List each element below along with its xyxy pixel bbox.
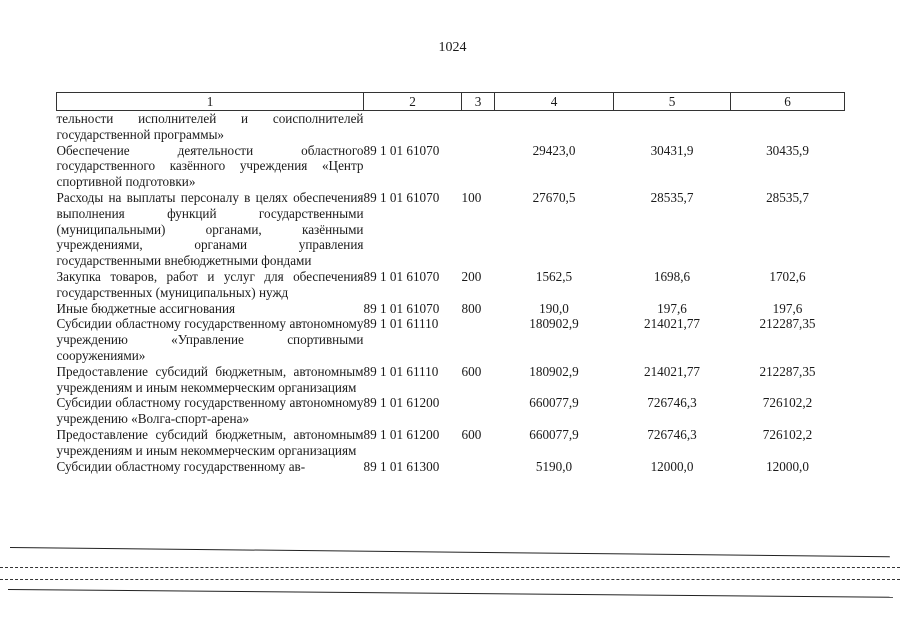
table-row xyxy=(57,316,845,363)
row-value-2022-cell: 660077,9 xyxy=(529,395,579,411)
row-value-2023-cell: 30431,9 xyxy=(650,142,694,158)
row-name-cell: Субсидии областному государственному автономному учреждению «Волга-спорт-арена» xyxy=(56,395,364,427)
budget-table xyxy=(56,92,845,474)
row-value-2023-cell: 214021,77 xyxy=(643,316,701,332)
row-expense-type-cell xyxy=(462,395,495,427)
row-name-cell: Иные бюджетные ассигнования xyxy=(56,300,236,316)
row-code-cell: 89 1 01 61200 xyxy=(363,426,440,442)
row-expense-type-cell: 100 xyxy=(461,189,482,205)
row-code-cell: 89 1 01 61070 xyxy=(363,189,440,205)
table-header-row xyxy=(57,93,845,111)
row-name-cell: Предоставление субсидий бюджетным, автономным учреждениям и иным некоммерческим организациям xyxy=(56,363,364,395)
table-row xyxy=(57,459,845,475)
row-code-cell: 89 1 01 61070 xyxy=(363,300,440,316)
strike-line xyxy=(10,547,890,557)
row-value-2024-cell: 30435,9 xyxy=(766,142,809,158)
table-row xyxy=(57,190,845,269)
row-value-2023-cell xyxy=(614,111,731,143)
table-row xyxy=(57,395,845,427)
row-expense-type-cell xyxy=(462,316,495,363)
row-value-2022-cell: 180902,9 xyxy=(529,316,579,332)
row-code-cell: 89 1 01 61110 xyxy=(363,363,439,379)
row-code-cell: 89 1 01 61300 xyxy=(363,458,440,474)
row-value-2023-cell: 214021,77 xyxy=(643,363,701,379)
row-name-cell: Субсидии областному государственному ав- xyxy=(56,458,306,474)
table-row xyxy=(57,427,845,459)
row-name-cell: Закупка товаров, работ и услуг для обеспечения государственных (муниципальных) нужд xyxy=(56,268,364,300)
row-value-2024-cell: 212287,35 xyxy=(759,363,816,379)
row-expense-type-cell: 200 xyxy=(461,268,482,284)
row-value-2022-cell: 190,0 xyxy=(539,300,569,316)
row-value-2024-cell: 726102,2 xyxy=(762,395,813,411)
row-value-2023-cell: 28535,7 xyxy=(650,189,694,205)
row-value-2022-cell: 27670,5 xyxy=(532,189,576,205)
row-value-2023-cell: 12000,0 xyxy=(650,458,694,474)
row-value-2023-cell: 726746,3 xyxy=(647,395,697,411)
row-value-2022-cell: 180902,9 xyxy=(529,363,579,379)
table-row xyxy=(57,111,845,143)
table-row xyxy=(57,143,845,190)
row-value-2024-cell: 726102,2 xyxy=(762,426,813,442)
column-header: 3 xyxy=(462,93,495,111)
row-expense-type-cell xyxy=(462,111,495,143)
column-header: 6 xyxy=(731,93,845,111)
row-expense-type-cell: 800 xyxy=(461,300,482,316)
row-value-2022-cell: 5190,0 xyxy=(535,458,573,474)
row-value-2022-cell: 660077,9 xyxy=(529,426,579,442)
row-code-cell: 89 1 01 61200 xyxy=(363,395,440,411)
row-value-2023-cell: 197,6 xyxy=(657,300,687,316)
row-code-cell xyxy=(364,111,462,143)
dashed-line xyxy=(0,567,900,568)
row-value-2022-cell: 1562,5 xyxy=(535,268,573,284)
column-header: 5 xyxy=(614,93,731,111)
row-value-2023-cell: 1698,6 xyxy=(653,268,691,284)
row-name-cell: Расходы на выплаты персоналу в целях обеспечения выполнения функций государственными (муниципальными) органами, казёнными учреждениями, органами управления государственными внебюджетными фондами xyxy=(56,189,364,269)
row-value-2023-cell: 726746,3 xyxy=(647,426,697,442)
row-value-2024-cell: 1702,6 xyxy=(769,268,806,284)
dashed-line xyxy=(0,579,900,580)
row-value-2024-cell xyxy=(731,111,845,143)
row-value-2024-cell: 212287,35 xyxy=(759,316,816,332)
row-expense-type-cell xyxy=(462,143,495,190)
table-row xyxy=(57,269,845,301)
page-number: 1024 xyxy=(438,40,467,55)
row-expense-type-cell: 600 xyxy=(461,363,482,379)
row-code-cell: 89 1 01 61070 xyxy=(363,268,440,284)
row-expense-type-cell: 600 xyxy=(461,426,482,442)
row-value-2022-cell: 29423,0 xyxy=(532,142,576,158)
row-value-2024-cell: 197,6 xyxy=(772,300,803,316)
row-code-cell: 89 1 01 61070 xyxy=(363,142,440,158)
table-row xyxy=(57,364,845,396)
column-header: 1 xyxy=(57,93,364,111)
row-name-cell: Обеспечение деятельности областного государственного казённого учреждения «Центр спортивной подготовки» xyxy=(56,142,364,190)
row-expense-type-cell xyxy=(462,459,495,475)
row-value-2024-cell: 12000,0 xyxy=(766,458,809,474)
column-header: 2 xyxy=(364,93,462,111)
row-value-2024-cell: 28535,7 xyxy=(766,189,809,205)
row-name-cell: Предоставление субсидий бюджетным, автономным учреждениям и иным некоммерческим организациям xyxy=(56,426,364,458)
row-value-2022-cell xyxy=(495,111,614,143)
row-name-cell: Субсидии областному государственному автономному учреждению «Управление спортивными сооружениями» xyxy=(56,316,364,363)
table-row xyxy=(57,301,845,317)
row-name-cell: тельности исполнителей и соисполнителей государственной программы» xyxy=(56,111,364,142)
strike-line xyxy=(8,589,893,598)
row-code-cell: 89 1 01 61110 xyxy=(363,316,439,332)
column-header: 4 xyxy=(495,93,614,111)
